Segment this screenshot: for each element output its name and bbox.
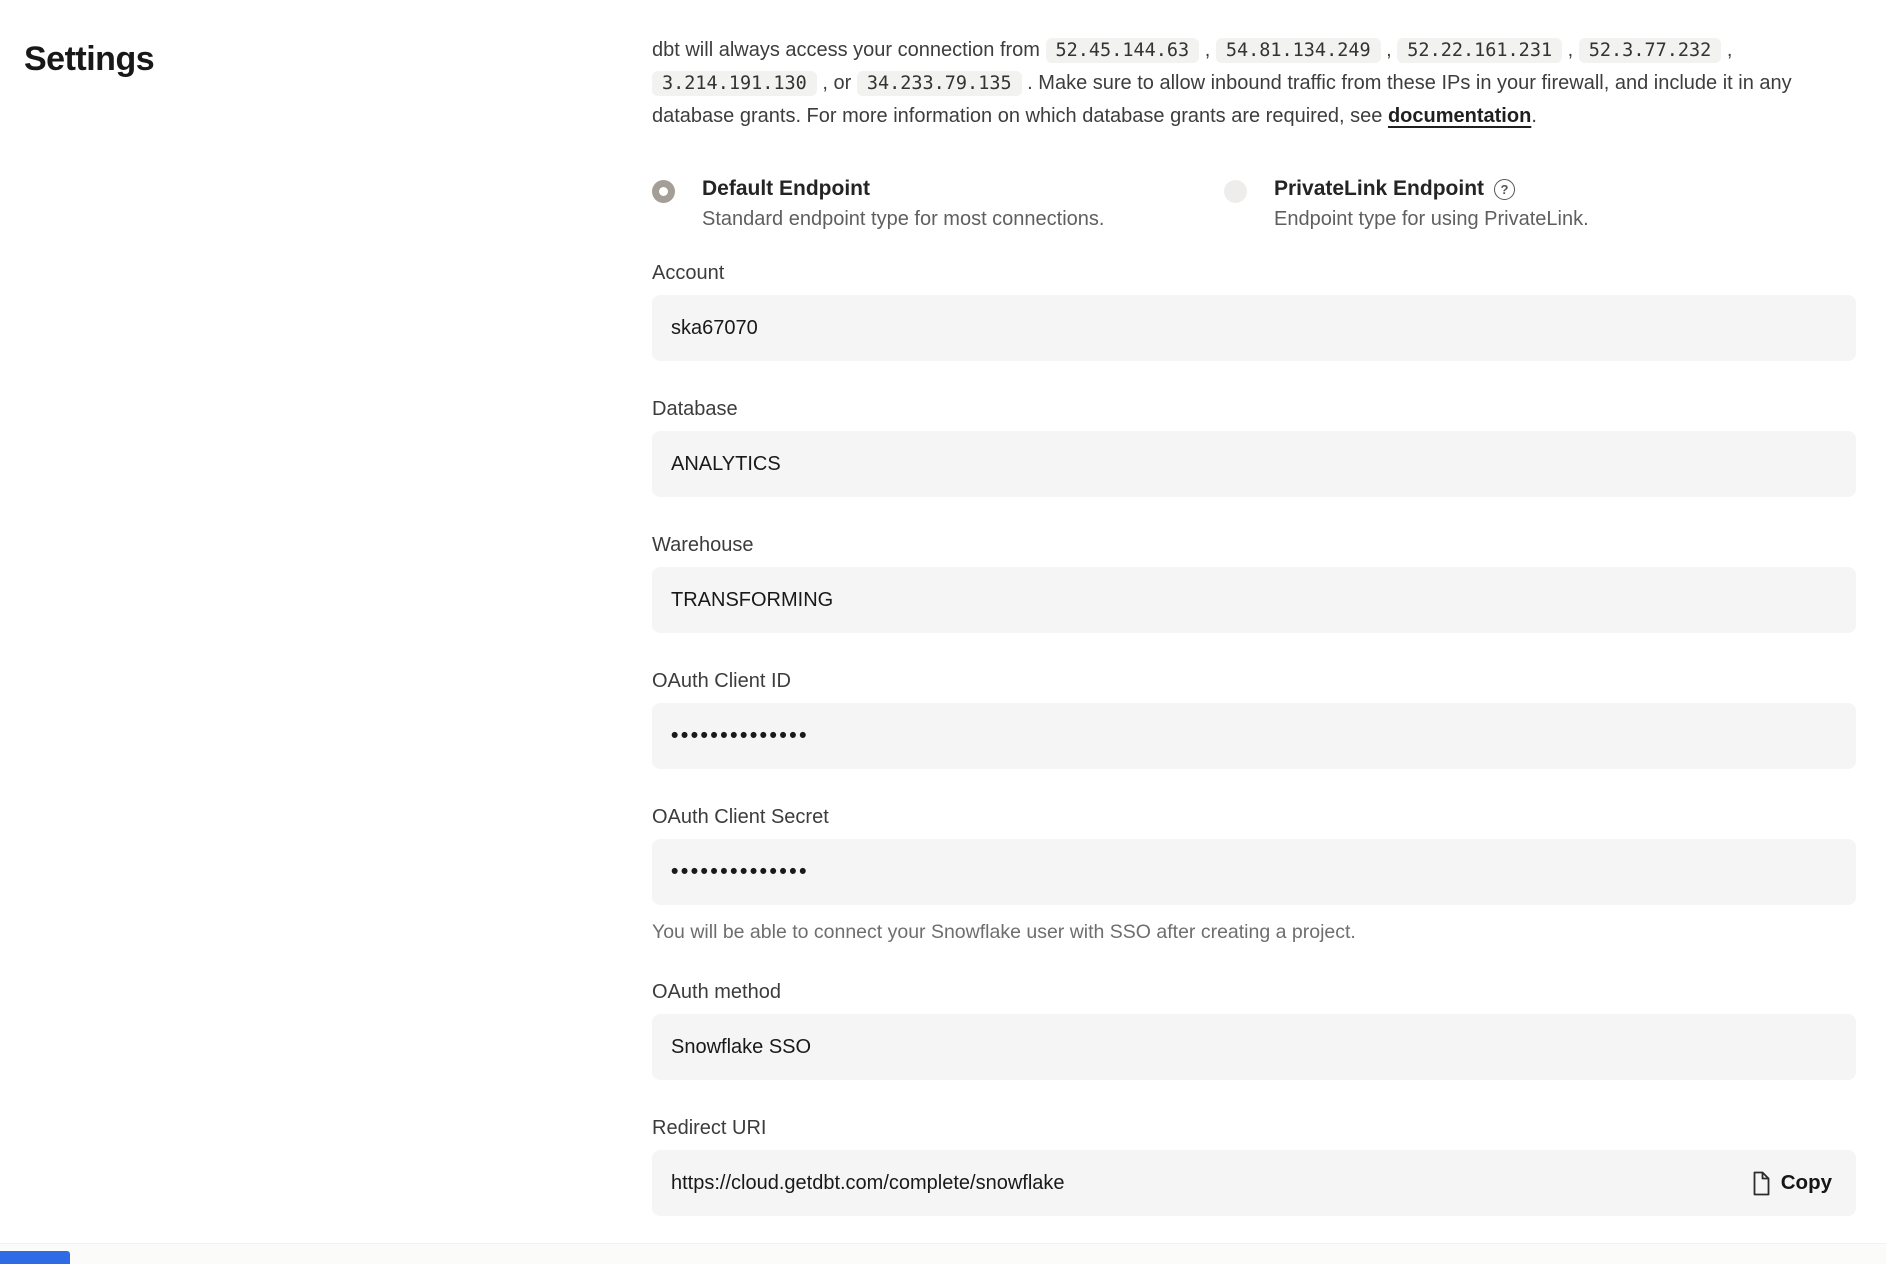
redirect-uri-label: Redirect URI (652, 1117, 767, 1139)
page-title: Settings (24, 40, 155, 78)
oauth-method-label: OAuth method (652, 981, 781, 1003)
endpoint-option-text (702, 177, 1104, 231)
ip-address-chip: 54.81.134.249 (1216, 38, 1381, 63)
partially-visible-button[interactable] (0, 1251, 70, 1264)
copy-button[interactable] (1750, 1171, 1832, 1196)
warehouse-value: TRANSFORMING (671, 588, 834, 611)
oauth-client-secret-masked-value: •••••••••••••• (671, 860, 809, 883)
oauth-client-id-field-group (652, 670, 1856, 769)
warehouse-field-group (652, 534, 1856, 633)
endpoint-option-description: Standard endpoint type for most connections. (702, 208, 1105, 230)
ip-address-chip: 52.45.144.63 (1046, 38, 1200, 63)
endpoint-option-privatelink[interactable] (1224, 177, 1589, 231)
oauth-client-secret-label: OAuth Client Secret (652, 806, 829, 828)
notice-separator: , (1380, 39, 1398, 61)
notice-text: dbt will always access your connection from (652, 39, 1046, 61)
help-question-icon[interactable]: ? (1494, 179, 1515, 200)
oauth-method-value: Snowflake SSO (671, 1035, 812, 1058)
notice-separator: , or (816, 72, 857, 94)
notice-separator: , (1721, 39, 1733, 61)
endpoint-type-selector (652, 177, 1856, 231)
account-label: Account (652, 262, 725, 284)
database-input[interactable] (652, 431, 1856, 497)
oauth-method-field-group (652, 981, 1856, 1080)
endpoint-option-default[interactable] (652, 177, 1224, 231)
ip-address-chip: 34.233.79.135 (857, 71, 1022, 96)
database-value: ANALYTICS (671, 452, 781, 475)
copy-document-icon (1750, 1171, 1771, 1196)
ip-address-chip: 52.3.77.232 (1579, 38, 1722, 63)
copy-button-label: Copy (1780, 1171, 1832, 1194)
oauth-method-select[interactable] (652, 1014, 1856, 1080)
ip-address-chip: 3.214.191.130 (652, 71, 817, 96)
radio-unselected-icon[interactable] (1224, 180, 1247, 203)
ip-allowlist-notice (652, 34, 1856, 133)
oauth-client-id-label: OAuth Client ID (652, 670, 791, 692)
redirect-uri-value: https://cloud.getdbt.com/complete/snowflake (671, 1171, 1065, 1194)
footer-strip (0, 1243, 1886, 1264)
ip-address-chip: 52.22.161.231 (1397, 38, 1562, 63)
documentation-link[interactable]: documentation (1387, 105, 1532, 127)
warehouse-input[interactable] (652, 567, 1856, 633)
account-value: ska67070 (671, 316, 758, 339)
notice-separator: , (1199, 39, 1216, 61)
account-field-group (652, 262, 1856, 361)
redirect-uri-field-group (652, 1117, 1856, 1216)
endpoint-option-label: Default Endpoint (702, 177, 870, 200)
left-column (0, 0, 535, 1264)
oauth-client-secret-input[interactable] (652, 839, 1856, 905)
endpoint-option-label: PrivateLink Endpoint (1274, 177, 1485, 200)
database-label: Database (652, 398, 738, 420)
warehouse-label: Warehouse (652, 534, 754, 556)
notice-text: . Make sure to allow inbound traffic from these IPs in your firewall, and include it in any database grants. For more information on which database grants are required, see (652, 72, 1792, 127)
notice-separator: , (1562, 39, 1579, 61)
sso-helper-text: You will be able to connect your Snowflake user with SSO after creating a project. (652, 921, 1356, 943)
notice-text: . (1531, 105, 1537, 127)
connection-form (652, 0, 1856, 1216)
radio-selected-icon[interactable] (652, 180, 675, 203)
account-input[interactable] (652, 295, 1856, 361)
database-field-group (652, 398, 1856, 497)
endpoint-option-text (1274, 177, 1589, 231)
oauth-client-id-input[interactable] (652, 703, 1856, 769)
oauth-client-id-masked-value: •••••••••••••• (671, 724, 809, 747)
endpoint-option-description: Endpoint type for using PrivateLink. (1274, 208, 1589, 230)
oauth-client-secret-field-group (652, 806, 1856, 944)
redirect-uri-readonly-field (652, 1150, 1856, 1216)
